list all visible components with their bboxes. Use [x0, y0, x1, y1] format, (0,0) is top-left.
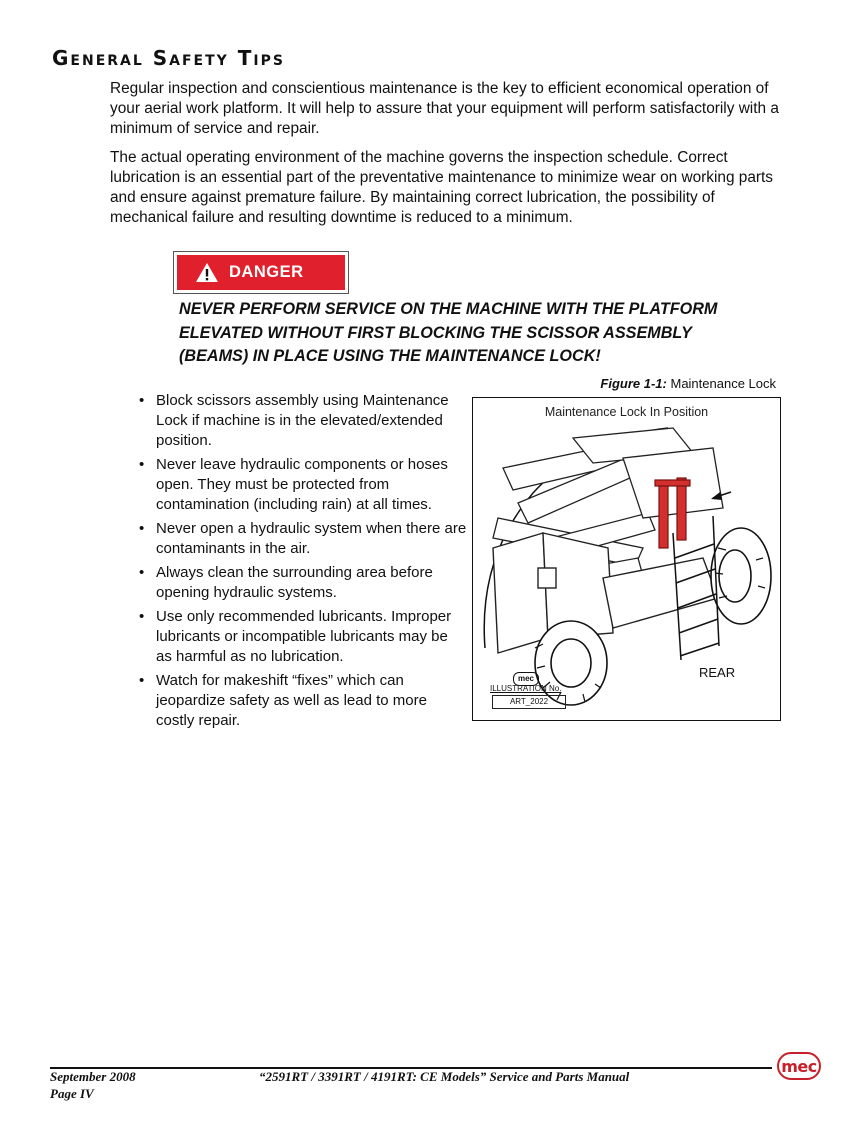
- list-item: [137, 391, 467, 451]
- mec-logo: [777, 1052, 821, 1080]
- bullet-icon: •: [139, 392, 145, 409]
- list-item: [137, 671, 467, 731]
- mec-logo-text: mec: [781, 1056, 817, 1076]
- figure-caption-label: Figure 1-1:: [600, 376, 667, 391]
- safety-tips-list: [137, 391, 467, 735]
- page-number: Page IV: [50, 1086, 94, 1101]
- list-item-text: Never open a hydraulic system when there are contaminants in the air.: [156, 520, 467, 557]
- list-item-text: Use only recommended lubricants. Improper lubricants or incompatible lubricants may be as harmful as no lubrication.: [156, 608, 452, 665]
- figure-title: Maintenance Lock In Position: [544, 405, 709, 419]
- list-item-text: Block scissors assembly using Maintenance Lock if machine is in the elevated/extended position.: [156, 392, 449, 449]
- art-number: ART_2022: [492, 695, 566, 709]
- mec-logo-small: mec: [513, 672, 539, 686]
- danger-line: NEVER PERFORM SERVICE ON THE MACHINE WITH THE PLATFORM: [179, 300, 718, 318]
- danger-message: [179, 298, 779, 369]
- bullet-icon: •: [139, 456, 145, 473]
- list-item-text: Never leave hydraulic components or hoses open. They must be protected from contamination (including rain) at all times.: [156, 456, 448, 513]
- warning-triangle-icon: [195, 262, 219, 283]
- page-heading: General Safety Tips: [52, 46, 285, 70]
- danger-label: DANGER: [229, 263, 304, 281]
- list-item: [137, 455, 467, 515]
- list-item-text: Always clean the surrounding area before opening hydraulic systems.: [156, 564, 433, 601]
- danger-banner: [177, 255, 345, 290]
- list-item: [137, 563, 467, 603]
- list-item-text: Watch for makeshift “fixes” which can jeopardize safety as well as lead to more costly repair.: [156, 672, 427, 729]
- bullet-icon: •: [139, 672, 145, 689]
- intro-paragraph: Regular inspection and conscientious maintenance is the key to efficient economical operation of your aerial work platform. It will help to assure that your equipment will perform satisfactorily with a minimum of service and repair.: [110, 80, 779, 137]
- bullet-icon: •: [139, 608, 145, 625]
- footer-date: September 2008: [50, 1069, 136, 1084]
- bullet-icon: •: [139, 520, 145, 537]
- illustration-label: ILLUSTRATION No.: [490, 684, 562, 693]
- figure-caption: [600, 376, 776, 391]
- list-item: [137, 519, 467, 559]
- list-item: [137, 607, 467, 667]
- intro-paragraph: The actual operating environment of the machine governs the inspection schedule. Correct lubrication is an essential part of the preventative maintenance to minimize wear on working parts and ensure against premature failure. By maintaining correct lubrication, the possibility of mechanical failure and resulting downtime is reduced to a minimum.: [110, 149, 773, 226]
- danger-line: ELEVATED WITHOUT FIRST BLOCKING THE SCISSOR ASSEMBLY: [179, 323, 692, 342]
- maintenance-lock-figure: [472, 397, 781, 721]
- figure-caption-text: Maintenance Lock: [670, 376, 776, 391]
- danger-line: (BEAMS) IN PLACE USING THE MAINTENANCE LOCK!: [179, 347, 601, 365]
- intro-text: [110, 79, 782, 237]
- bullet-icon: •: [139, 564, 145, 581]
- danger-label-box: [173, 251, 349, 294]
- manual-title: “2591RT / 3391RT / 4191RT: CE Models” Service and Parts Manual: [259, 1069, 630, 1084]
- rear-label: REAR: [699, 665, 736, 680]
